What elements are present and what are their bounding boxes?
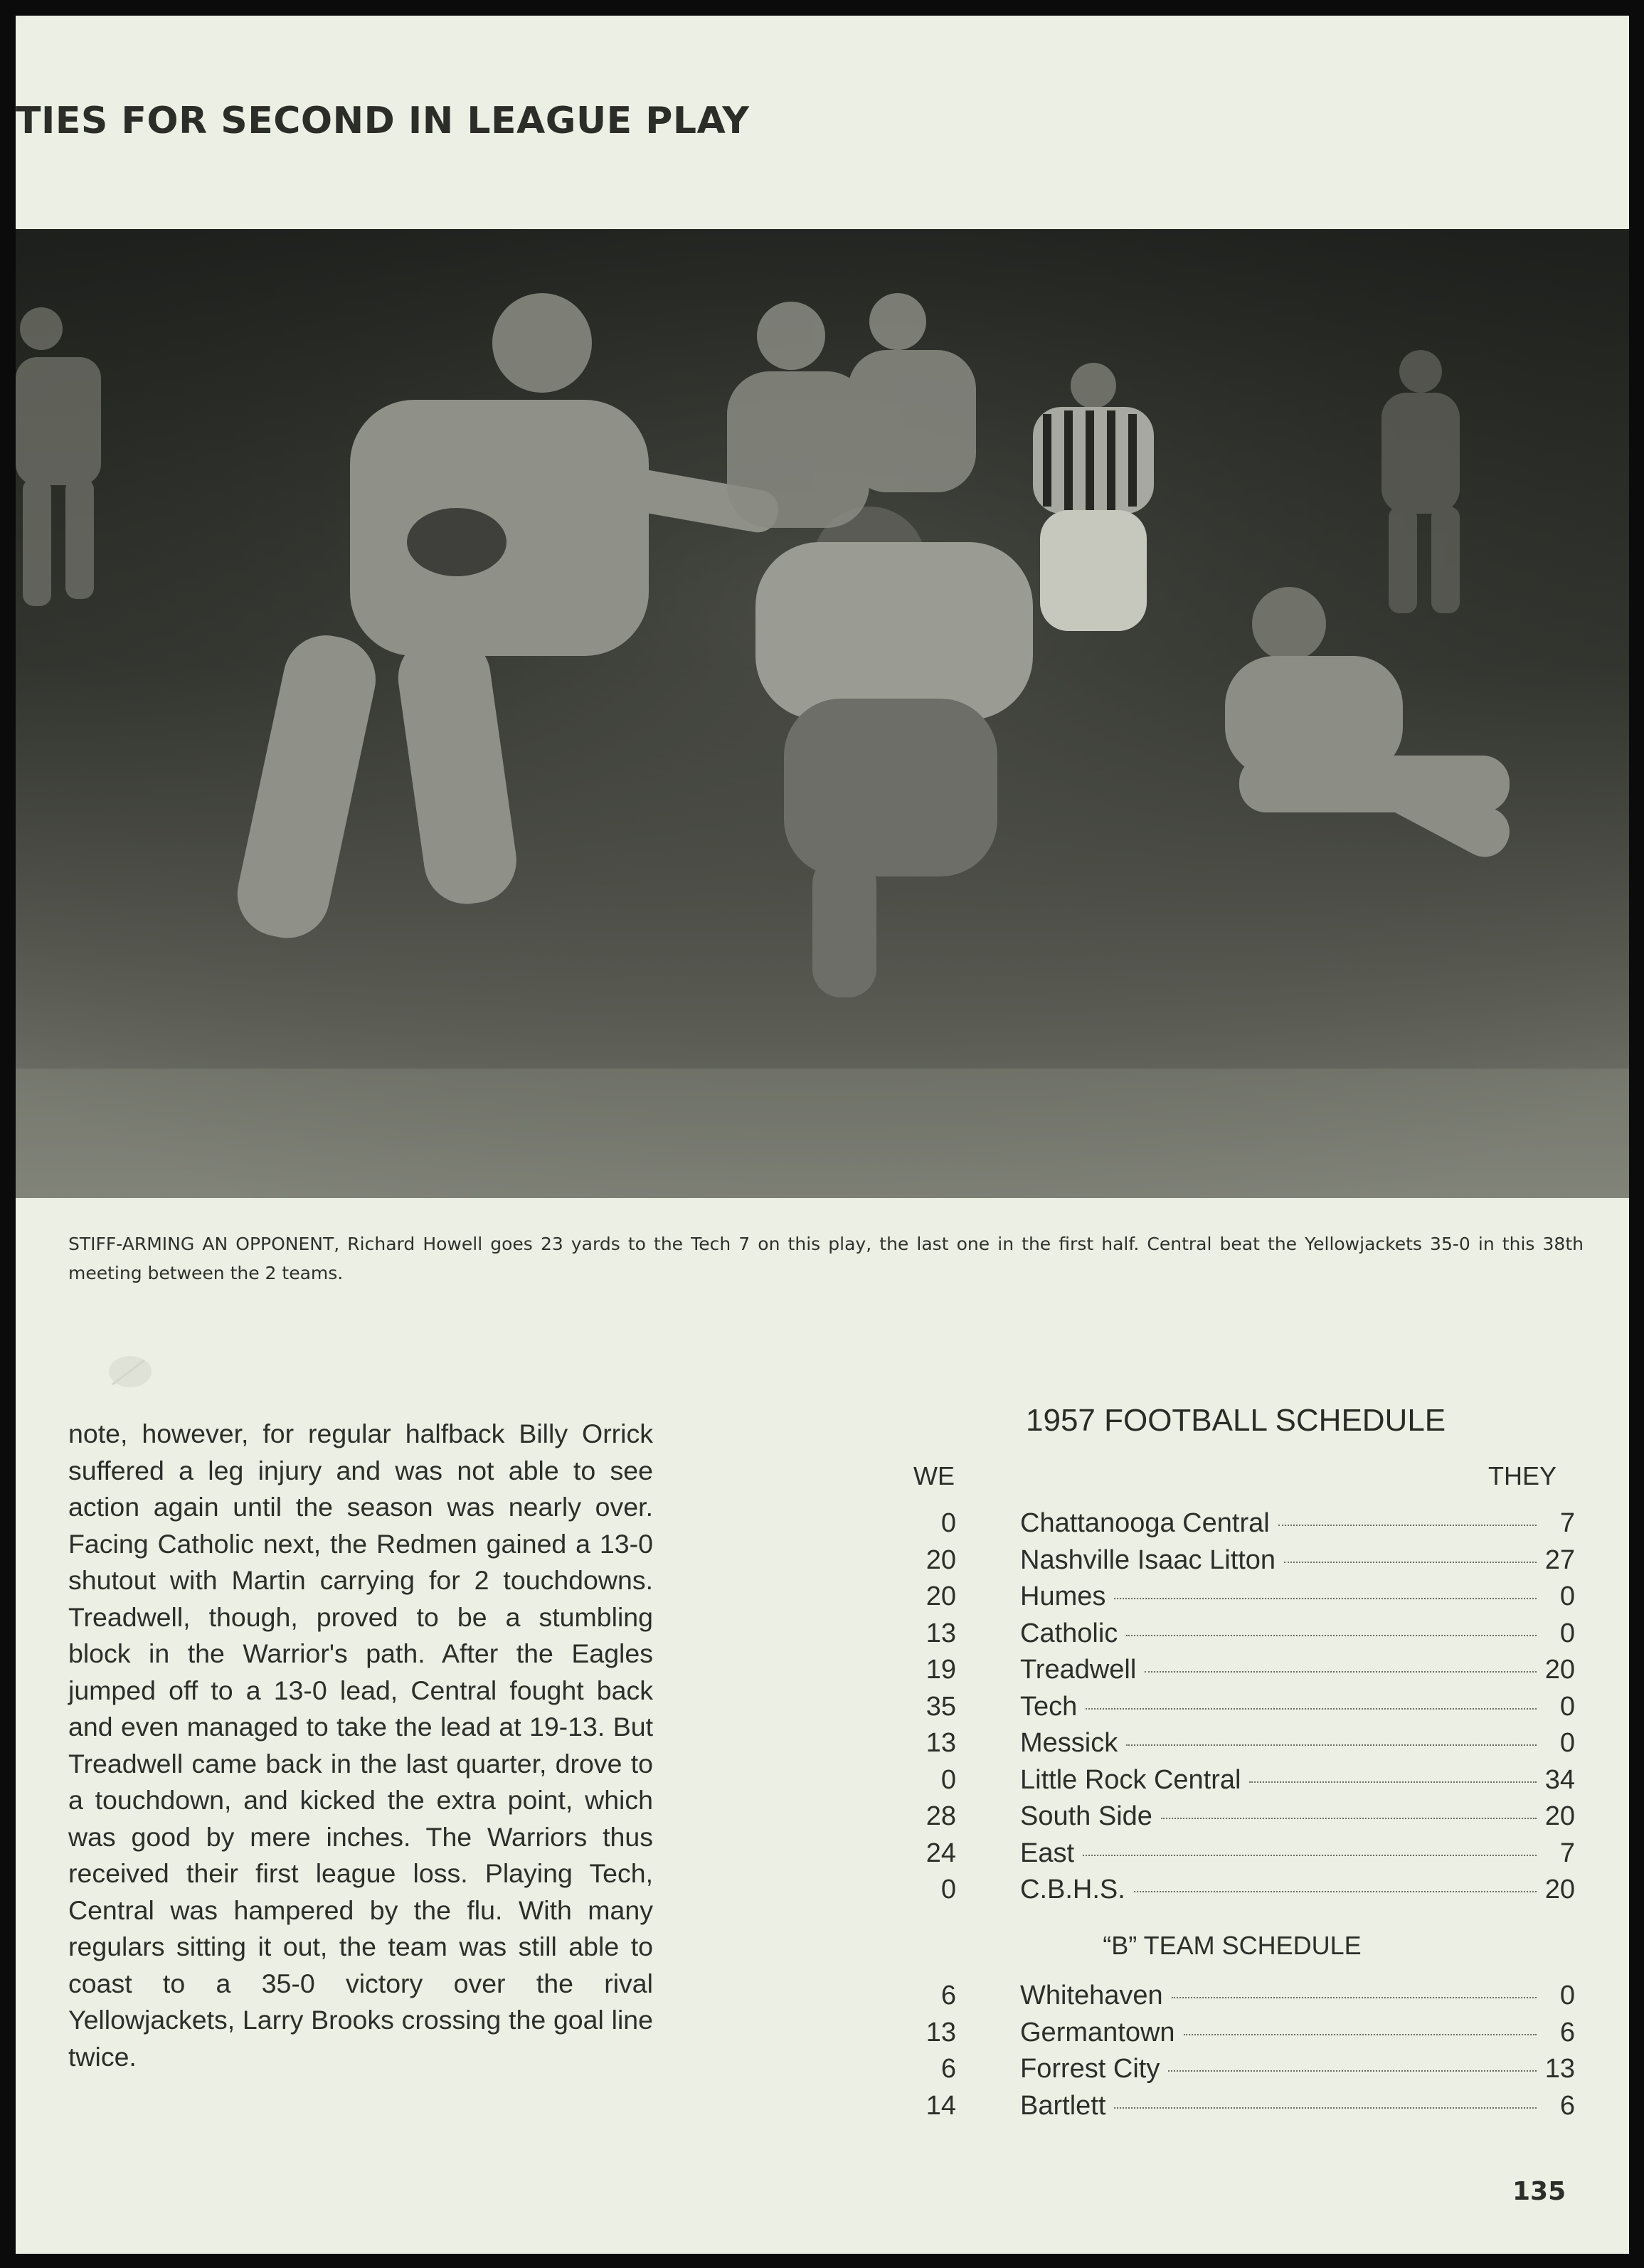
leader-dots <box>1284 1562 1537 1563</box>
leader-dots <box>1278 1525 1537 1526</box>
schedule-row <box>913 1545 1575 1582</box>
they-score: 20 <box>1544 1801 1575 1831</box>
opponent-name: Catholic <box>1020 1618 1118 1648</box>
varsity-schedule <box>913 1508 1575 1912</box>
leader-dots <box>1134 1891 1537 1892</box>
they-score: 7 <box>1559 1838 1575 1868</box>
schedule-row <box>913 1655 1575 1692</box>
they-score: 0 <box>1559 1691 1575 1722</box>
opponent-name: South Side <box>1020 1801 1152 1831</box>
leader-dots <box>1249 1781 1537 1783</box>
we-score: 0 <box>940 1508 956 1538</box>
they-score: 0 <box>1559 1728 1575 1758</box>
opponent-name: Humes <box>1020 1581 1106 1611</box>
b-team-schedule <box>913 1981 1575 2127</box>
schedule-row <box>913 2018 1575 2055</box>
we-score: 19 <box>926 1655 956 1685</box>
they-score: 0 <box>1559 1618 1575 1648</box>
we-score: 13 <box>926 1728 956 1758</box>
schedule-row <box>913 1728 1575 1765</box>
schedule-row <box>913 2091 1575 2128</box>
we-score: 13 <box>926 1618 956 1648</box>
they-score: 7 <box>1559 1508 1575 1538</box>
opponent-name: Treadwell <box>1020 1655 1137 1685</box>
schedule-row <box>913 1801 1575 1838</box>
leader-dots <box>1126 1635 1537 1636</box>
they-score: 6 <box>1559 2090 1575 2121</box>
schedule-row <box>913 1981 1575 2018</box>
opponent-name: Forrest City <box>1020 2054 1160 2084</box>
schedule-title: 1957 FOOTBALL SCHEDULE <box>1026 1403 1446 1438</box>
schedule-row <box>913 1618 1575 1655</box>
leader-dots <box>1172 1997 1537 1998</box>
football-photo <box>16 229 1629 1198</box>
football-photo-illustration <box>16 229 1629 1198</box>
we-score: 6 <box>940 1981 956 2010</box>
schedule-row <box>913 2054 1575 2091</box>
we-score: 6 <box>940 2054 956 2084</box>
opponent-name: Tech <box>1020 1691 1078 1722</box>
opponent-name: Whitehaven <box>1020 1981 1163 2010</box>
leader-dots <box>1145 1671 1537 1673</box>
leader-dots <box>1086 1708 1537 1710</box>
they-score: 34 <box>1544 1764 1575 1795</box>
they-score: 13 <box>1544 2054 1575 2084</box>
opponent-name: Bartlett <box>1020 2090 1106 2121</box>
yearbook-page <box>16 16 1629 2254</box>
we-score: 20 <box>926 1544 956 1575</box>
we-score: 24 <box>926 1838 956 1868</box>
leader-dots <box>1114 2107 1537 2109</box>
they-score: 0 <box>1559 1581 1575 1611</box>
opponent-name: Little Rock Central <box>1020 1764 1241 1795</box>
schedule-row <box>913 1875 1575 1912</box>
opponent-name: C.B.H.S. <box>1020 1875 1125 1904</box>
we-score: 35 <box>926 1691 956 1722</box>
we-score: 0 <box>940 1764 956 1795</box>
they-score: 20 <box>1544 1655 1575 1685</box>
leader-dots <box>1083 1855 1537 1856</box>
opponent-name: Messick <box>1020 1728 1118 1758</box>
they-score: 20 <box>1544 1875 1575 1904</box>
they-score: 6 <box>1559 2017 1575 2047</box>
schedule-row <box>913 1692 1575 1729</box>
leader-dots <box>1126 1744 1537 1746</box>
opponent-name: Chattanooga Central <box>1020 1508 1270 1538</box>
opponent-name: East <box>1020 1838 1075 1868</box>
leader-dots <box>1168 2070 1537 2072</box>
we-score: 28 <box>926 1801 956 1831</box>
photo-caption: STIFF-ARMING AN OPPONENT, Richard Howell goes 23 yards to the Tech 7 on this play, the last one in the first half. Central beat the Yellowjackets 35-0 in this 38th meeting between the 2 teams. <box>68 1234 1584 1283</box>
page-number: 135 <box>1512 2177 1566 2206</box>
leader-dots <box>1161 1818 1537 1819</box>
we-score: 14 <box>926 2090 956 2121</box>
article-body: note, however, for regular halfback Billy Orrick suffered a leg injury and was not able to see action again until the season was nearly over. Facing Catholic next, the Redmen gained a 13-0 shutout with Martin carrying for 2 touchdowns. Treadwell, though, proved to be a stumbling block in the Warrior's path. After the Eagles jumped off to a 13-0 lead, Central fought back and even managed to take the lead at 19-13. But Treadwell came back in the last quarter, drove to a touchdown, and kicked the extra point, which was good by mere inches. The Warriors thus received their first league loss. Playing Tech, Central was hampered by the flu. With many regulars sitting it out, the team was still able to coast to a 35-0 victory over the rival Yellowjackets, Larry Brooks crossing the goal line twice. <box>68 1419 653 2072</box>
we-score: 20 <box>926 1581 956 1611</box>
they-score: 27 <box>1544 1544 1575 1575</box>
schedule-row <box>913 1838 1575 1875</box>
leader-dots <box>1114 1598 1537 1599</box>
we-score: 0 <box>940 1875 956 1904</box>
we-score: 13 <box>926 2017 956 2047</box>
they-column-header: THEY <box>1488 1461 1557 1490</box>
b-team-schedule-title: “B” TEAM SCHEDULE <box>1103 1931 1362 1960</box>
schedule-row <box>913 1508 1575 1545</box>
opponent-name: Nashville Isaac Litton <box>1020 1544 1276 1575</box>
we-column-header: WE <box>913 1461 955 1490</box>
opponent-name: Germantown <box>1020 2017 1175 2047</box>
leaf-watermark-icon <box>105 1350 155 1393</box>
page-headline: TIES FOR SECOND IN LEAGUE PLAY <box>16 100 750 142</box>
schedule-row <box>913 1581 1575 1618</box>
leader-dots <box>1184 2034 1537 2035</box>
schedule-row <box>913 1765 1575 1802</box>
they-score: 0 <box>1559 1981 1575 2010</box>
